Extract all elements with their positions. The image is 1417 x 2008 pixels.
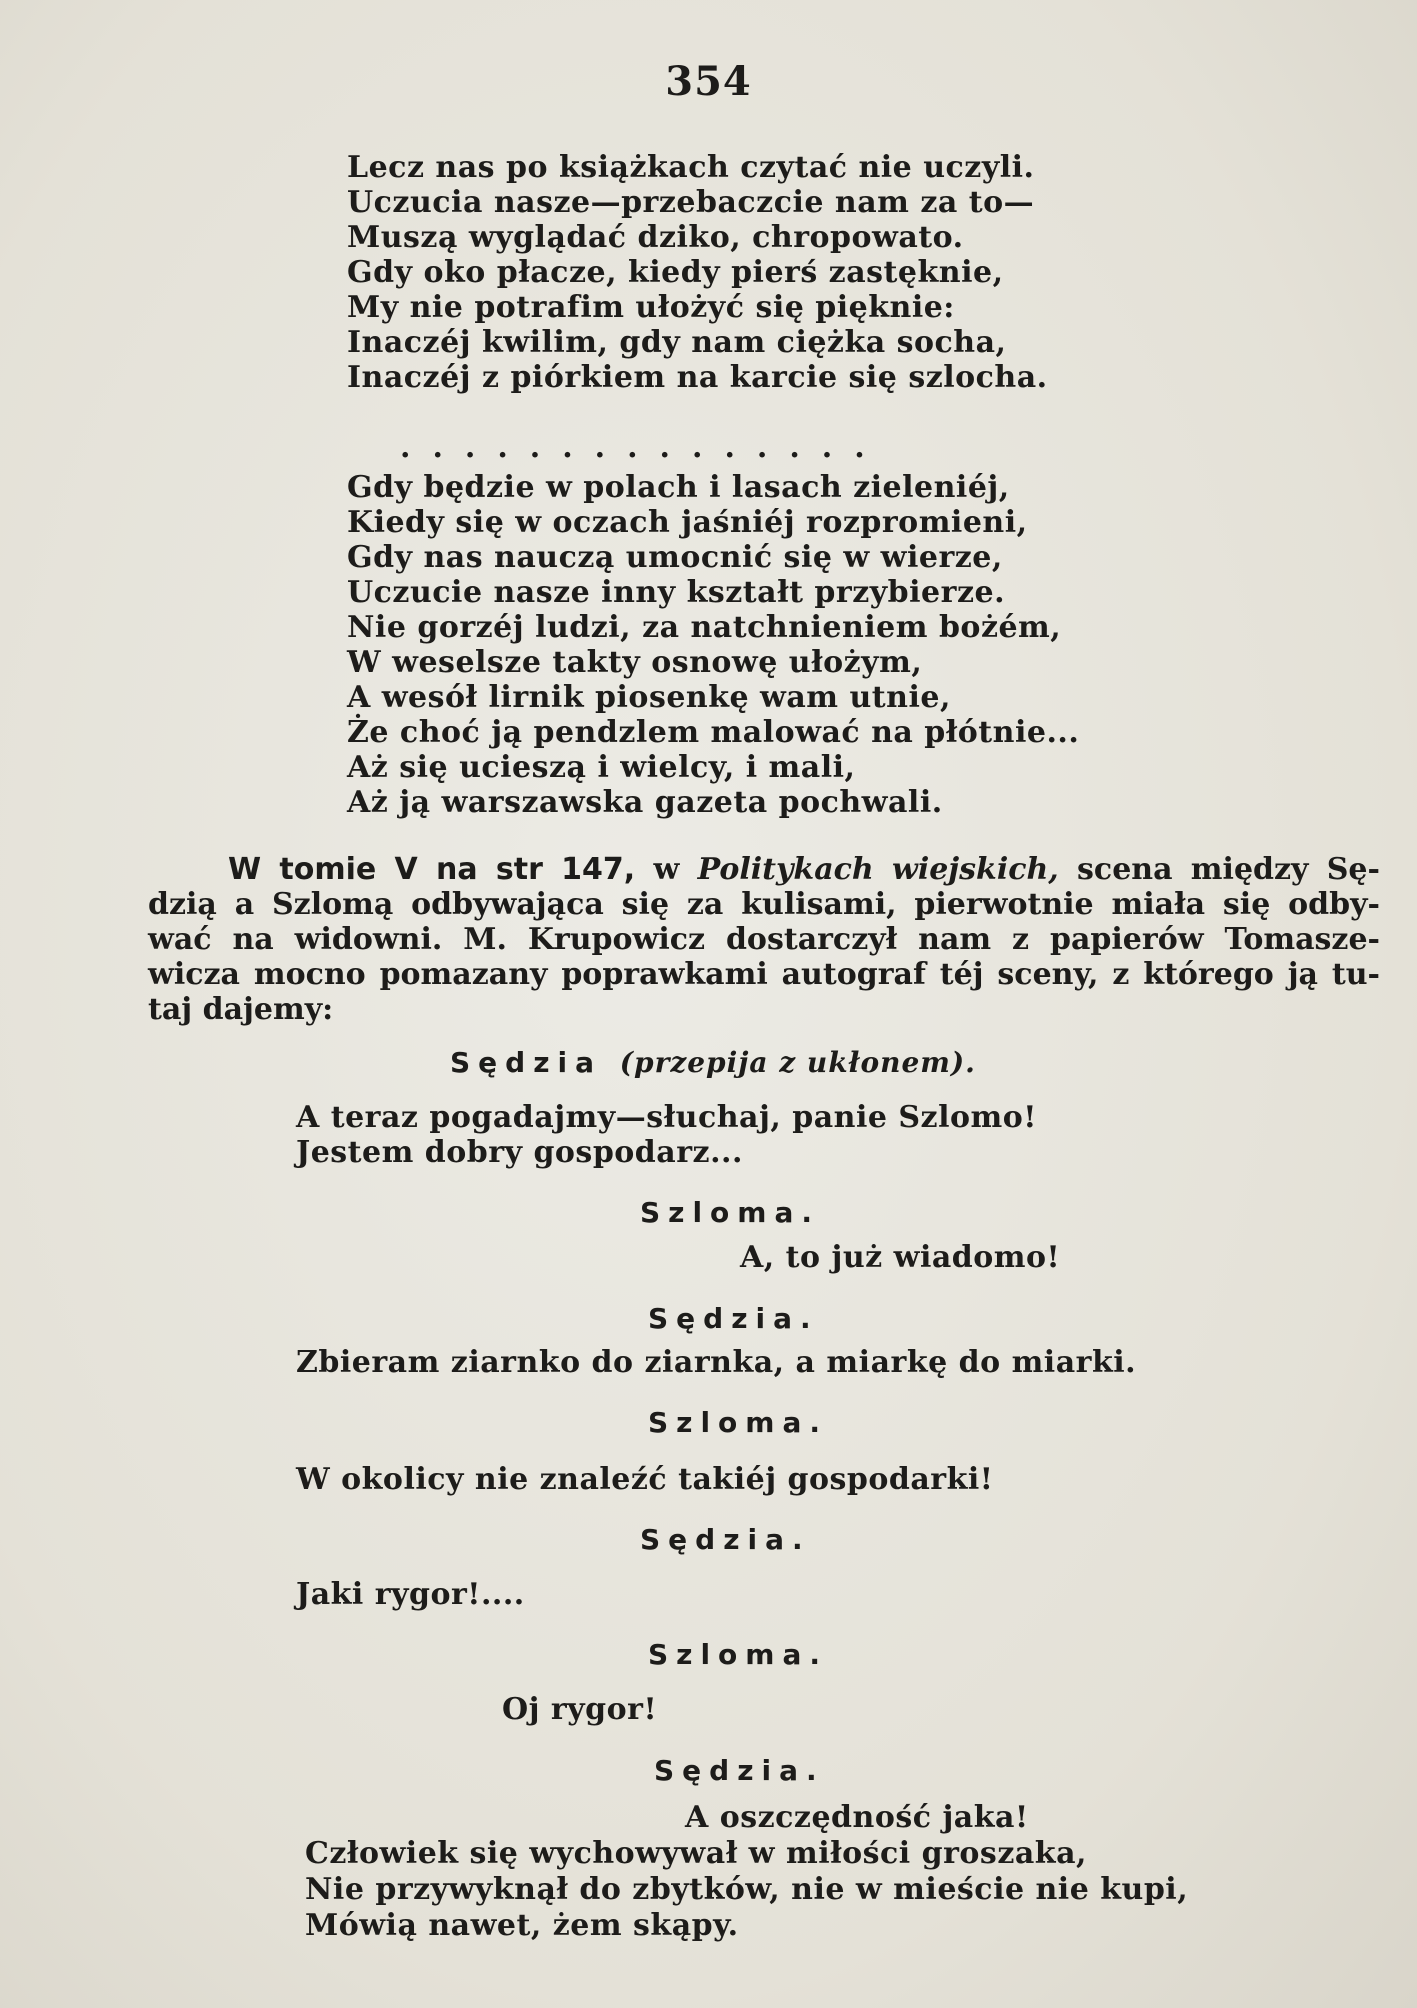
dialogue-line: Jaki rygor!.... <box>296 1577 525 1612</box>
note-line <box>148 852 1380 887</box>
dialogue-line: Mówią nawet, żem skąpy. <box>305 1908 739 1943</box>
poem1-line: My nie potrafim ułożyć się pięknie: <box>347 290 955 325</box>
note-line: wicza mocno pomazany poprawkami autograf téj sceny, z którego ją tu- <box>148 957 1380 992</box>
stage-direction: (przepija z ukłonem). <box>619 1046 976 1079</box>
speaker-szloma: Szloma. <box>648 1406 829 1439</box>
poem1-line: Uczucia nasze—przebaczcie nam za to— <box>347 185 1035 220</box>
speaker-name: Sędzia <box>450 1046 602 1079</box>
dialogue-line: Oj rygor! <box>502 1692 658 1727</box>
note-line: taj dajemy: <box>148 992 334 1027</box>
note-text: scena między Sę- <box>1077 852 1380 887</box>
poem1-line: Lecz nas po książkach czytać nie uczyli. <box>347 150 1035 185</box>
poem2-line: W weselsze takty osnowę ułożym, <box>347 645 923 680</box>
speaker-sedzia: Sędzia. <box>654 1754 825 1787</box>
poem2-line: Że choć ją pendzlem malować na płótnie... <box>347 715 1080 750</box>
poem1-line: Gdy oko płacze, kiedy pierś zastęknie, <box>347 255 1004 290</box>
speaker-szloma: Szloma. <box>648 1638 829 1671</box>
page-number: 354 <box>665 58 752 105</box>
dialogue-line: A teraz pogadajmy—słuchaj, panie Szlomo! <box>296 1100 1037 1135</box>
work-title: Politykach wiejskich, <box>697 852 1059 887</box>
speaker-sedzia: Sędzia. <box>648 1302 819 1335</box>
poem2-line: Nie gorzéj ludzi, za natchnieniem bożém, <box>347 610 1062 645</box>
note-word: w <box>653 852 680 887</box>
poem2-line: Gdy będzie w polach i lasach zieleniéj, <box>347 470 1010 505</box>
dialogue-line: A, to już wiadomo! <box>740 1240 1061 1275</box>
note-line: dzią a Szlomą odbywająca się za kulisami, pierwotnie miała się odby- <box>148 887 1380 922</box>
dialogue-line: Nie przywyknął do zbytków, nie w mieście nie kupi, <box>305 1872 1189 1907</box>
dialogue-line: A oszczędność jaka! <box>685 1800 1029 1835</box>
poem2-line: Gdy nas nauczą umocnić się w wierze, <box>347 540 1003 575</box>
poem1-line: Muszą wyglądać dziko, chropowato. <box>347 220 964 255</box>
dialogue-line: Jestem dobry gospodarz... <box>296 1135 743 1170</box>
dialogue-line: Człowiek się wychowywał w miłości groszaka, <box>305 1836 1087 1871</box>
poem2-line: A wesół lirnik piosenkę wam utnie, <box>347 680 951 715</box>
poem1-line: Inaczéj z piórkiem na karcie się szlocha. <box>347 360 1048 395</box>
volume-reference: W tomie V na str 147, <box>228 852 636 887</box>
speaker-sedzia: Sędzia. <box>640 1523 811 1556</box>
ellipsis-divider: ............... <box>400 430 887 465</box>
editorial-note <box>148 852 1380 1027</box>
poem2-line: Aż się ucieszą i wielcy, i mali, <box>347 750 856 785</box>
speaker-szloma: Szloma. <box>640 1196 821 1229</box>
dialogue-line: Zbieram ziarnko do ziarnka, a miarkę do miarki. <box>296 1345 1137 1380</box>
dialogue-line: W okolicy nie znaleźć takiéj gospodarki! <box>296 1462 994 1497</box>
poem1-line: Inaczéj kwilim, gdy nam ciężka socha, <box>347 325 1007 360</box>
poem2-line: Aż ją warszawska gazeta pochwali. <box>347 785 943 820</box>
poem2-line: Kiedy się w oczach jaśniéj rozpromieni, <box>347 505 1028 540</box>
note-line: wać na widowni. M. Krupowicz dostarczył nam z papierów Tomasze- <box>148 922 1380 957</box>
speaker-sedzia <box>450 1046 976 1079</box>
poem2-line: Uczucie nasze inny kształt przybierze. <box>347 575 1006 610</box>
